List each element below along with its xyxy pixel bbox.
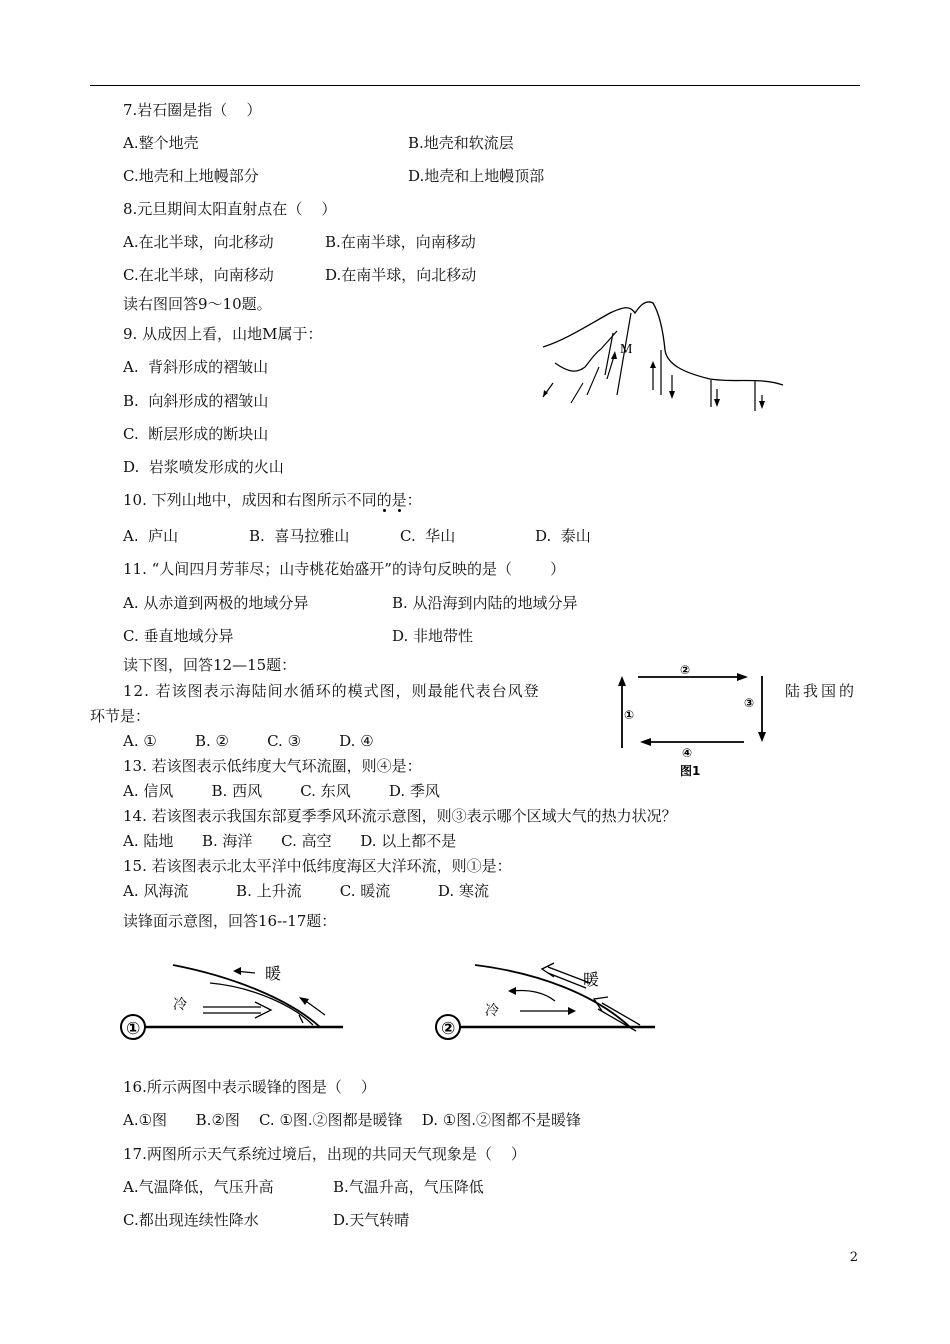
figure-caption: 图1 bbox=[680, 764, 701, 778]
q17-option-a: A.气温降低，气压升高 bbox=[123, 1178, 274, 1196]
arrow-right-icon bbox=[737, 673, 748, 681]
q12-options: A. ① B. ② C. ③ D. ④ bbox=[123, 732, 374, 750]
q7-option-b: B.地壳和软流层 bbox=[408, 134, 514, 152]
q8-option-d: D.在南半球，向北移动 bbox=[325, 266, 477, 284]
q11-option-a: A. 从赤道到两极的地域分异 bbox=[123, 594, 309, 612]
q9-option-b: B. 向斜形成的褶皱山 bbox=[123, 392, 269, 410]
q9-option-d: D. 岩浆喷发形成的火山 bbox=[123, 458, 284, 476]
q8-option-c: C.在北半球，向南移动 bbox=[123, 266, 274, 284]
cycle-label-2: ② bbox=[680, 663, 691, 677]
mountain-label-m: M bbox=[620, 342, 633, 357]
q14-stem: 14. 若该图表示我国东部夏季季风环流示意图，则③表示哪个区域大气的热力状况？ bbox=[123, 807, 677, 825]
q10-option-a: A. 庐山 bbox=[123, 527, 179, 545]
q17-stem: 17.两图所示天气系统过境后，出现的共同天气现象是（ ） bbox=[123, 1145, 526, 1163]
q13-options: A. 信风 B. 西风 C. 东风 D. 季风 bbox=[123, 782, 440, 800]
cycle-label-3: ③ bbox=[744, 696, 755, 710]
arrow-left-icon bbox=[640, 738, 651, 746]
q11-option-d: D. 非地带性 bbox=[392, 627, 474, 645]
emphasis-dot bbox=[398, 509, 401, 512]
q10-option-d: D. 泰山 bbox=[535, 527, 591, 545]
q7-option-a: A.整个地壳 bbox=[123, 134, 199, 152]
left-valley-line bbox=[555, 349, 601, 371]
header-rule bbox=[90, 85, 860, 86]
arrow-right-icon bbox=[568, 1007, 576, 1015]
q10-option-b: B. 喜马拉雅山 bbox=[249, 527, 350, 545]
q7-option-d: D.地壳和上地幔顶部 bbox=[408, 167, 545, 185]
cold-label: 冷 bbox=[485, 1003, 499, 1019]
figure-number-2: ② bbox=[441, 1019, 456, 1039]
q15-options: A. 风海流 B. 上升流 C. 暖流 D. 寒流 bbox=[123, 882, 489, 900]
q14-options: A. 陆地 B. 海洋 C. 高空 D. 以上都不是 bbox=[123, 832, 457, 850]
fault-line-2 bbox=[571, 367, 599, 403]
arrow-up-icon bbox=[618, 676, 626, 686]
cycle-label-1: ① bbox=[624, 708, 635, 722]
q10-stem: 10. 下列山地中，成因和右图所示不同的是： bbox=[123, 491, 422, 509]
warm-front-diagram-2 bbox=[430, 955, 665, 1040]
q8-option-b: B.在南半球，向南移动 bbox=[325, 233, 476, 251]
circulation-cycle-diagram bbox=[610, 660, 775, 780]
q7-stem: 7.岩石圈是指（ ） bbox=[123, 101, 262, 119]
arrow-up-left-icon bbox=[299, 997, 309, 1005]
q17-option-b: B.气温升高，气压降低 bbox=[333, 1178, 484, 1196]
q12-stem-continued: 陆我国的 bbox=[785, 682, 858, 700]
q7-option-c: C.地壳和上地幔部分 bbox=[123, 167, 259, 185]
q9-option-c: C. 断层形成的断块山 bbox=[123, 425, 269, 443]
cycle-label-4: ④ bbox=[682, 746, 693, 760]
q11-option-c: C. 垂直地域分异 bbox=[123, 627, 234, 645]
figure-number-1: ① bbox=[126, 1019, 141, 1039]
fault-block-mountain-diagram bbox=[535, 295, 790, 415]
q8-stem: 8.元旦期间太阳直射点在（ ） bbox=[123, 200, 337, 218]
q16-stem: 16.所示两图中表示暖锋的图是（ ） bbox=[123, 1078, 376, 1096]
q17-option-c: C.都出现连续性降水 bbox=[123, 1211, 259, 1229]
q10-option-c: C. 华山 bbox=[400, 527, 456, 545]
q9-option-a: A. 背斜形成的褶皱山 bbox=[123, 358, 269, 376]
cold-label: 冷 bbox=[173, 997, 187, 1013]
q8-option-a: A.在北半球，向北移动 bbox=[123, 233, 274, 251]
q11-option-b: B. 从沿海到内陆的地域分异 bbox=[392, 594, 578, 612]
q15-stem: 15. 若该图表示北太平洋中低纬度海区大洋环流，则①是： bbox=[123, 857, 512, 875]
cold-front-diagram-1 bbox=[115, 955, 350, 1040]
intro-9-10: 读右图回答9～10题。 bbox=[123, 295, 272, 313]
intro-16-17: 读锋面示意图，回答16--17题： bbox=[123, 912, 337, 930]
intro-12-15: 读下图，回答12—15题： bbox=[123, 656, 297, 674]
fault-line-1 bbox=[601, 331, 617, 349]
q16-options: A.①图 B.②图 C. ①图.②图都是暖锋 D. ①图.②图都不是暖锋 bbox=[123, 1111, 581, 1129]
q11-stem: 11. “人间四月芳菲尽；山寺桃花始盛开”的诗句反映的是（ ） bbox=[123, 560, 566, 578]
q12-stem-wrap: 环节是： bbox=[90, 707, 151, 725]
warm-label: 暖 bbox=[265, 964, 282, 983]
arrow-down-icon bbox=[758, 732, 766, 742]
arrow-left-icon bbox=[233, 967, 241, 975]
page-number: 2 bbox=[849, 1250, 858, 1265]
mountain-outline bbox=[543, 302, 783, 385]
warm-label: 暖 bbox=[583, 970, 600, 989]
q13-stem: 13. 若该图表示低纬度大气环流圈，则④是： bbox=[123, 757, 422, 775]
double-arrow-right-icon bbox=[255, 1002, 271, 1018]
arrow-left-icon bbox=[508, 987, 516, 995]
q17-option-d: D.天气转晴 bbox=[333, 1211, 410, 1229]
emphasis-dot bbox=[383, 509, 386, 512]
fault-lines bbox=[605, 313, 755, 411]
q9-stem: 9. 从成因上看，山地M属于： bbox=[123, 325, 323, 343]
q12-stem: 12. 若该图表示海陆间水循环的模式图，则最能代表台风登 bbox=[123, 682, 540, 700]
